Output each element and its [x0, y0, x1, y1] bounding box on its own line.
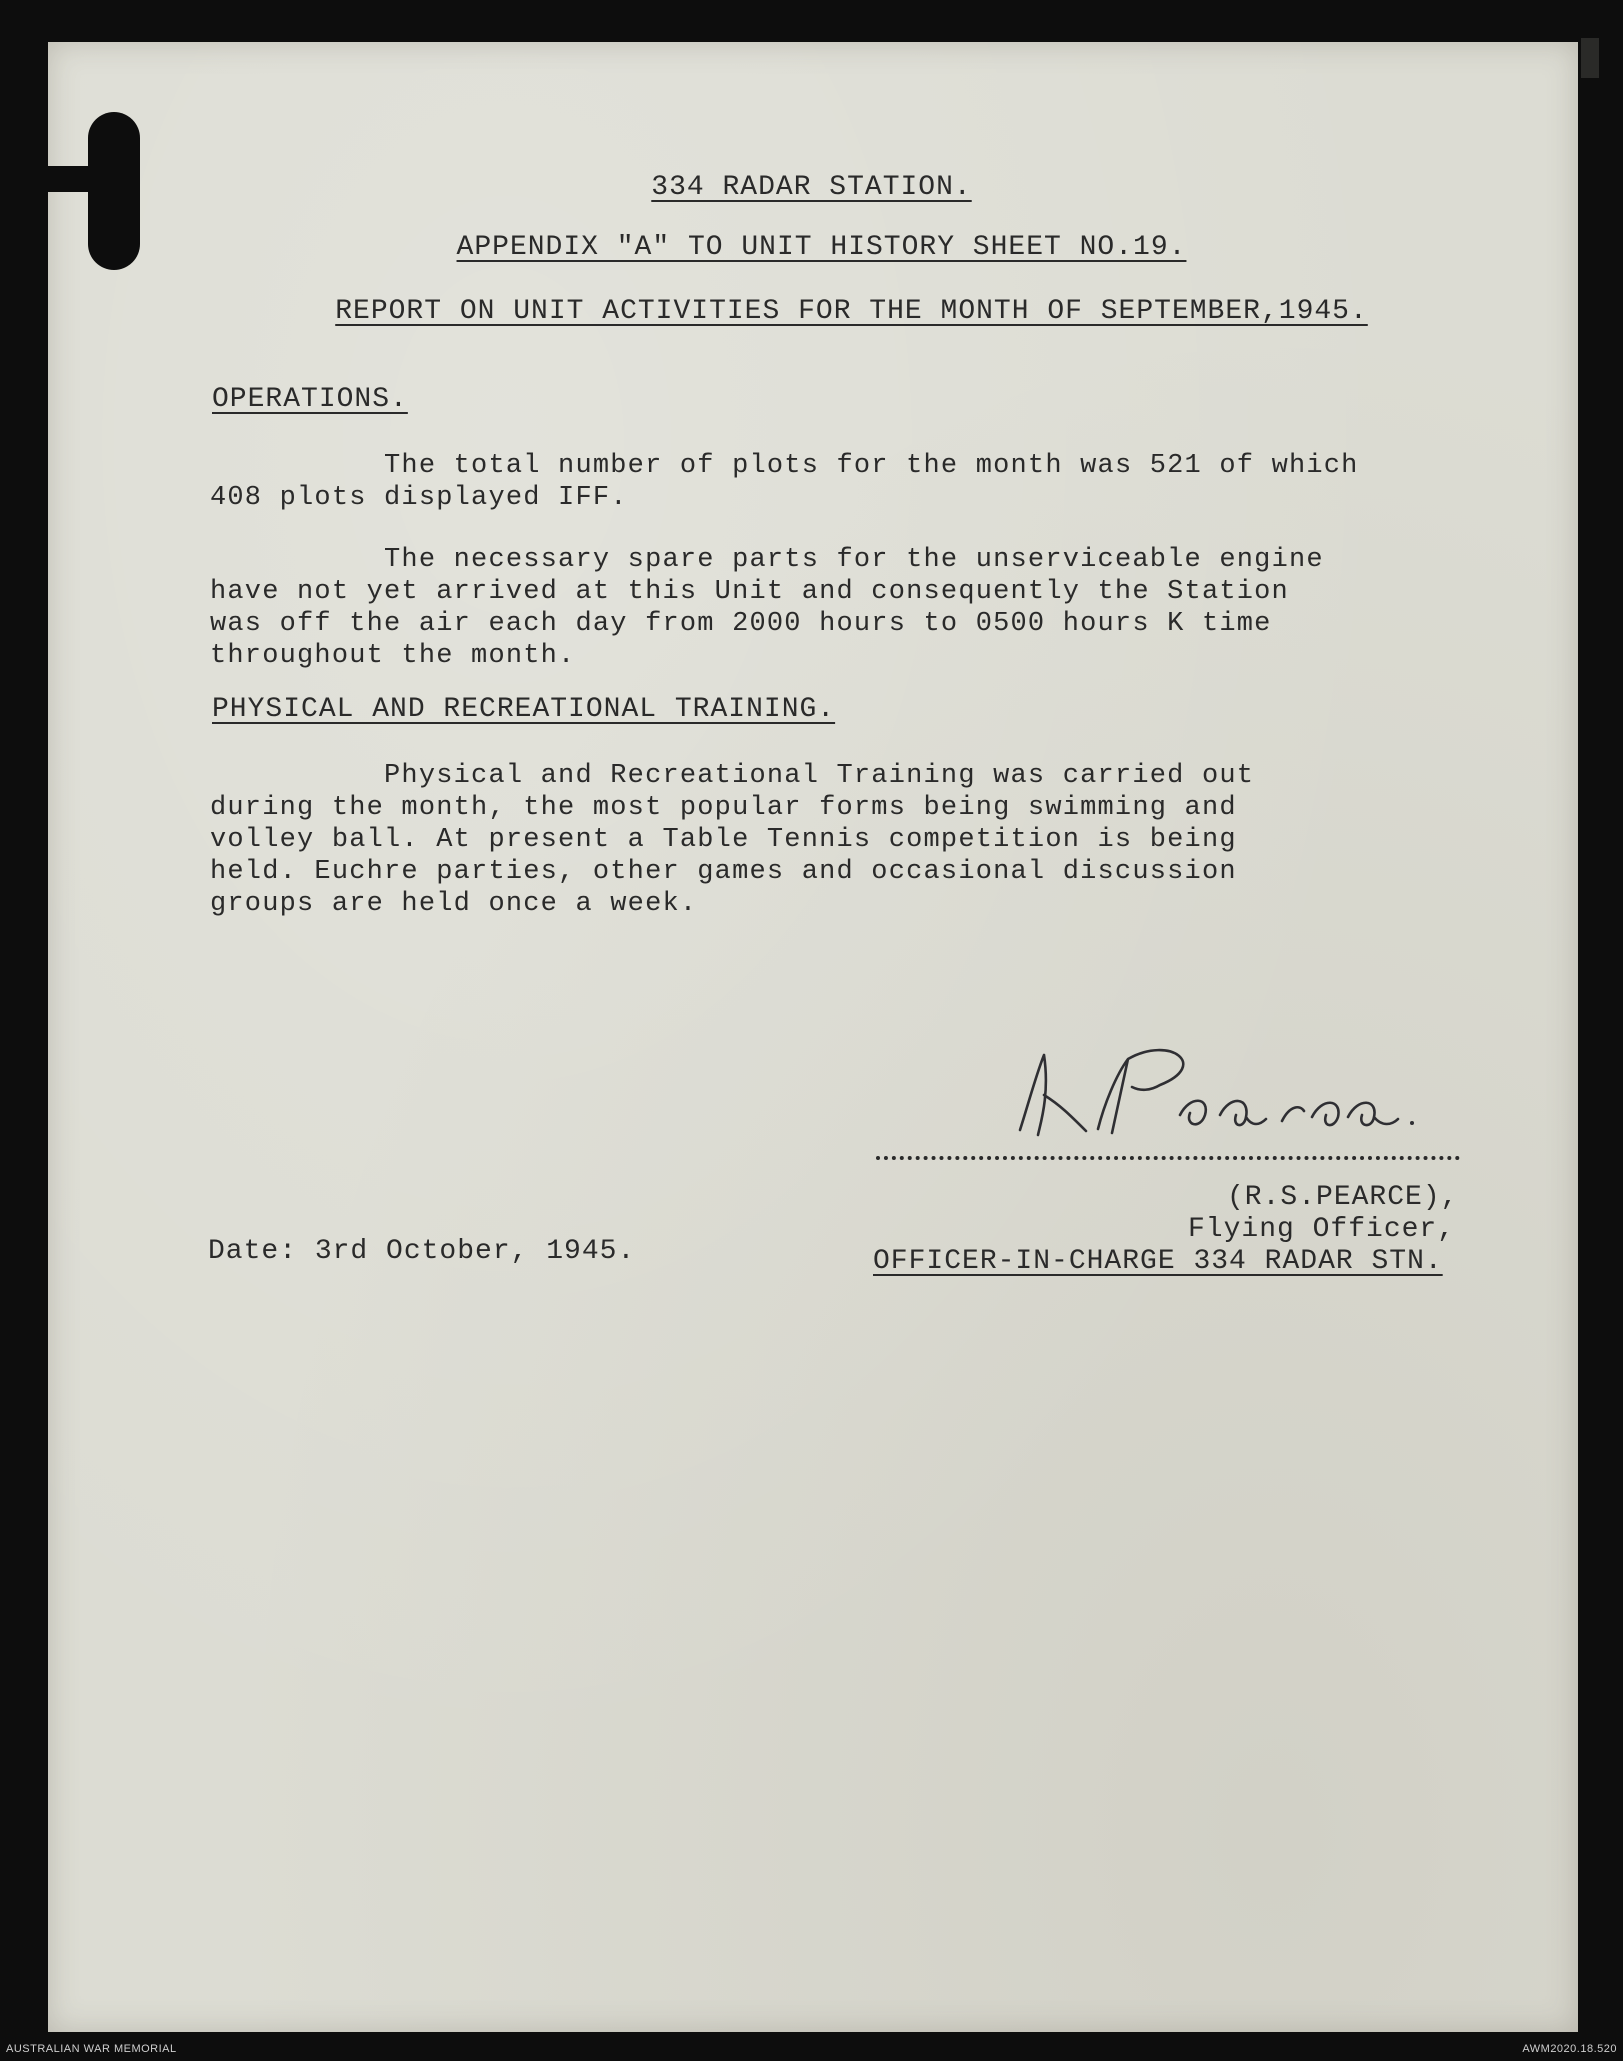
page-corner: [1581, 38, 1599, 78]
officer-name: (R.S.PEARCE),: [1227, 1182, 1459, 1213]
operations-paragraph-1: The total number of plots for the month was 521 of which 408 plots displayed IFF.: [210, 451, 1359, 513]
training-paragraph: Physical and Recreational Training was carried out during the month, the most popular forms being swimming and volley ball. At present a Table Tennis competition is being held. Euchre parties, other games and occasional discussion groups are held once a week.: [210, 761, 1255, 919]
appendix-title: APPENDIX "A" TO UNIT HISTORY SHEET NO.19.: [456, 232, 1187, 263]
station-title: 334 RADAR STATION.: [651, 172, 972, 203]
document-date: Date: 3rd October, 1945.: [208, 1236, 636, 1267]
footer-institution: AUSTRALIAN WAR MEMORIAL: [6, 2043, 177, 2055]
operations-paragraph-2: The necessary spare parts for the unserviceable engine have not yet arrived at this Unit and consequently the Station was off the air each day from 2000 hours to 0500 hours K time throughout the month.: [210, 545, 1324, 671]
training-heading: PHYSICAL AND RECREATIONAL TRAINING.: [212, 694, 836, 725]
officer-role: OFFICER-IN-CHARGE 334 RADAR STN.: [873, 1246, 1443, 1277]
operations-heading: OPERATIONS.: [212, 384, 408, 415]
footer-accession-number: AWM2020.18.520: [1522, 2043, 1617, 2055]
signature-line: [876, 1156, 1460, 1160]
report-title: REPORT ON UNIT ACTIVITIES FOR THE MONTH OF SEPTEMBER,1945.: [335, 296, 1368, 327]
handwritten-signature: [1000, 1035, 1420, 1145]
officer-rank: Flying Officer,: [1188, 1214, 1456, 1245]
